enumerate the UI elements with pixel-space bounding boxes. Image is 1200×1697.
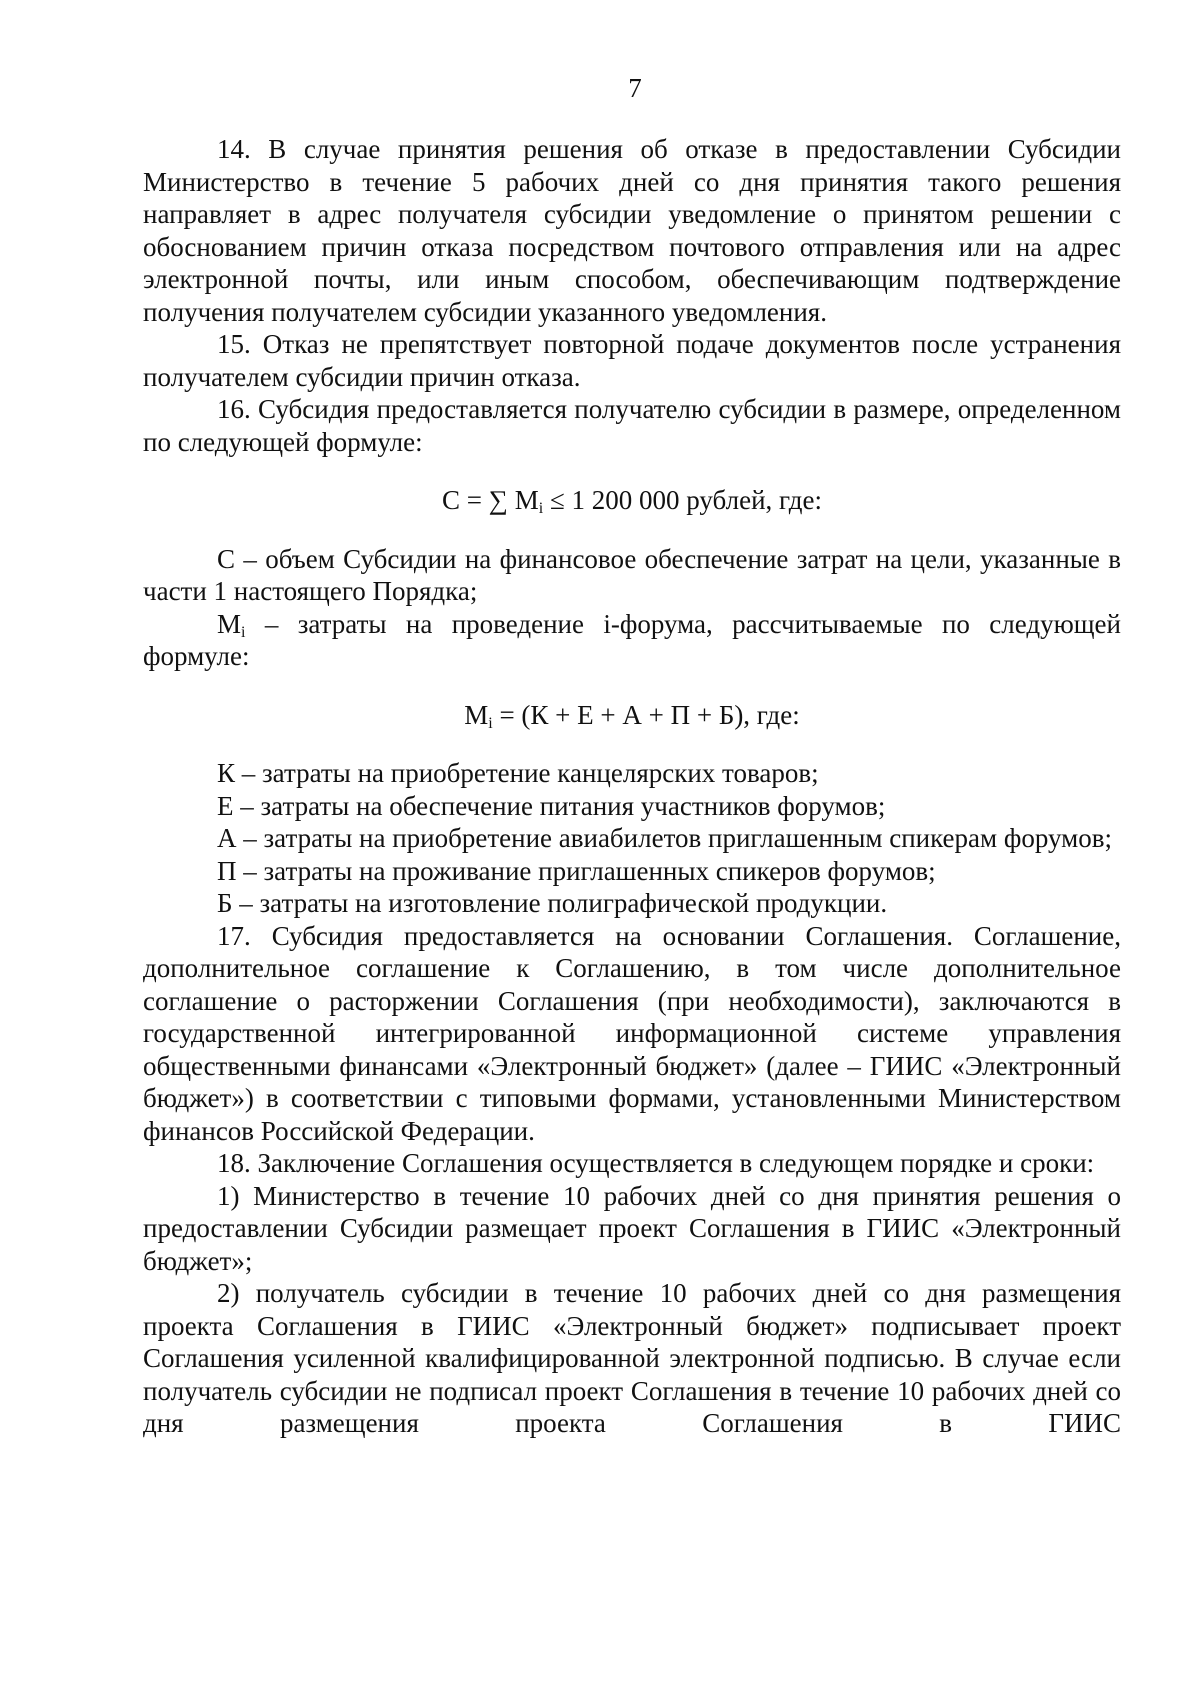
- formula2-left: М: [464, 699, 489, 730]
- definition-a: А – затраты на приобретение авиабилетов приглашенным спикерам форумов;: [217, 823, 1112, 853]
- definition-m-prefix: М: [217, 608, 242, 639]
- page-number: 7: [628, 73, 642, 103]
- formula2-subscript: i: [488, 714, 493, 732]
- formula1-subscript: i: [538, 500, 544, 517]
- subsidy-formula: [143, 484, 1121, 517]
- paragraph-18-item-1: 1) Министерство в течение 10 рабочих дней со дня принятия решения о предоставлении Субсидии размещает проект Соглашения в ГИИС «Электронный бюджет»;: [143, 1180, 1121, 1276]
- definition-m-subscript: i: [241, 623, 246, 641]
- formula1-left: С = ∑ М: [442, 485, 539, 515]
- definition-b: Б – затраты на изготовление полиграфической продукции.: [217, 888, 888, 918]
- definition-p: П – затраты на проживание приглашенных спикеров форумов;: [217, 855, 936, 886]
- document-body: [143, 133, 1121, 1440]
- cost-formula: [143, 699, 1121, 732]
- paragraph-15: 15. Отказ не препятствует повторной подаче документов после устранения получателем субсидии причин отказа.: [143, 329, 1121, 392]
- formula2-right: = (К + Е + А + П + Б), где:: [492, 699, 800, 730]
- formula1-right: ≤ 1 200 000 рублей, где:: [543, 485, 822, 515]
- definition-m: [143, 608, 1121, 673]
- paragraph-18: 18. Заключение Соглашения осуществляется в следующем порядке и сроки:: [217, 1148, 1095, 1178]
- definition-c: С – объем Субсидии на финансовое обеспечение затрат на цели, указанные в части 1 настоящего Порядка;: [143, 543, 1121, 606]
- paragraph-17: 17. Субсидия предоставляется на основании Соглашения. Соглашение, дополнительное соглашение к Соглашению, в том числе дополнительное соглашение о расторжении Соглашения (при необходимости), заключаются в государственной интегрированной информационной системе управления общественными финансами «Электронный бюджет» (далее – ГИИС «Электронный бюджет») в соответствии с типовыми формами, установленными Министерством финансов Российской Федерации.: [143, 920, 1121, 1146]
- paragraph-16: 16. Субсидия предоставляется получателю субсидии в размере, определенном по следующей формуле:: [143, 394, 1121, 457]
- definition-m-rest: – затраты на проведение i-форума, рассчитываемые по следующей формуле:: [143, 608, 1121, 671]
- definition-k: К – затраты на приобретение канцелярских товаров;: [217, 758, 819, 788]
- definition-e: Е – затраты на обеспечение питания участников форумов;: [217, 790, 886, 821]
- paragraph-18-item-2: 2) получатель субсидии в течение 10 рабочих дней со дня размещения проекта Соглашения в ГИИС «Электронный бюджет» подписывает проект Соглашения усиленной квалифицированной электронной подписью. В случае если получатель субсидии не подписал проект Соглашения в течение 10 рабочих дней со дня размещения проекта Соглашения в ГИИС: [143, 1278, 1121, 1438]
- paragraph-14: 14. В случае принятия решения об отказе в предоставлении Субсидии Министерство в течение 5 рабочих дней со дня принятия такого решения направляет в адрес получателя субсидии уведомление о принятом решении с обоснованием причин отказа посредством почтового отправления или на адрес электронной почты, или иным способом, обеспечивающим подтверждение получения получателем субсидии указанного уведомления.: [143, 134, 1121, 327]
